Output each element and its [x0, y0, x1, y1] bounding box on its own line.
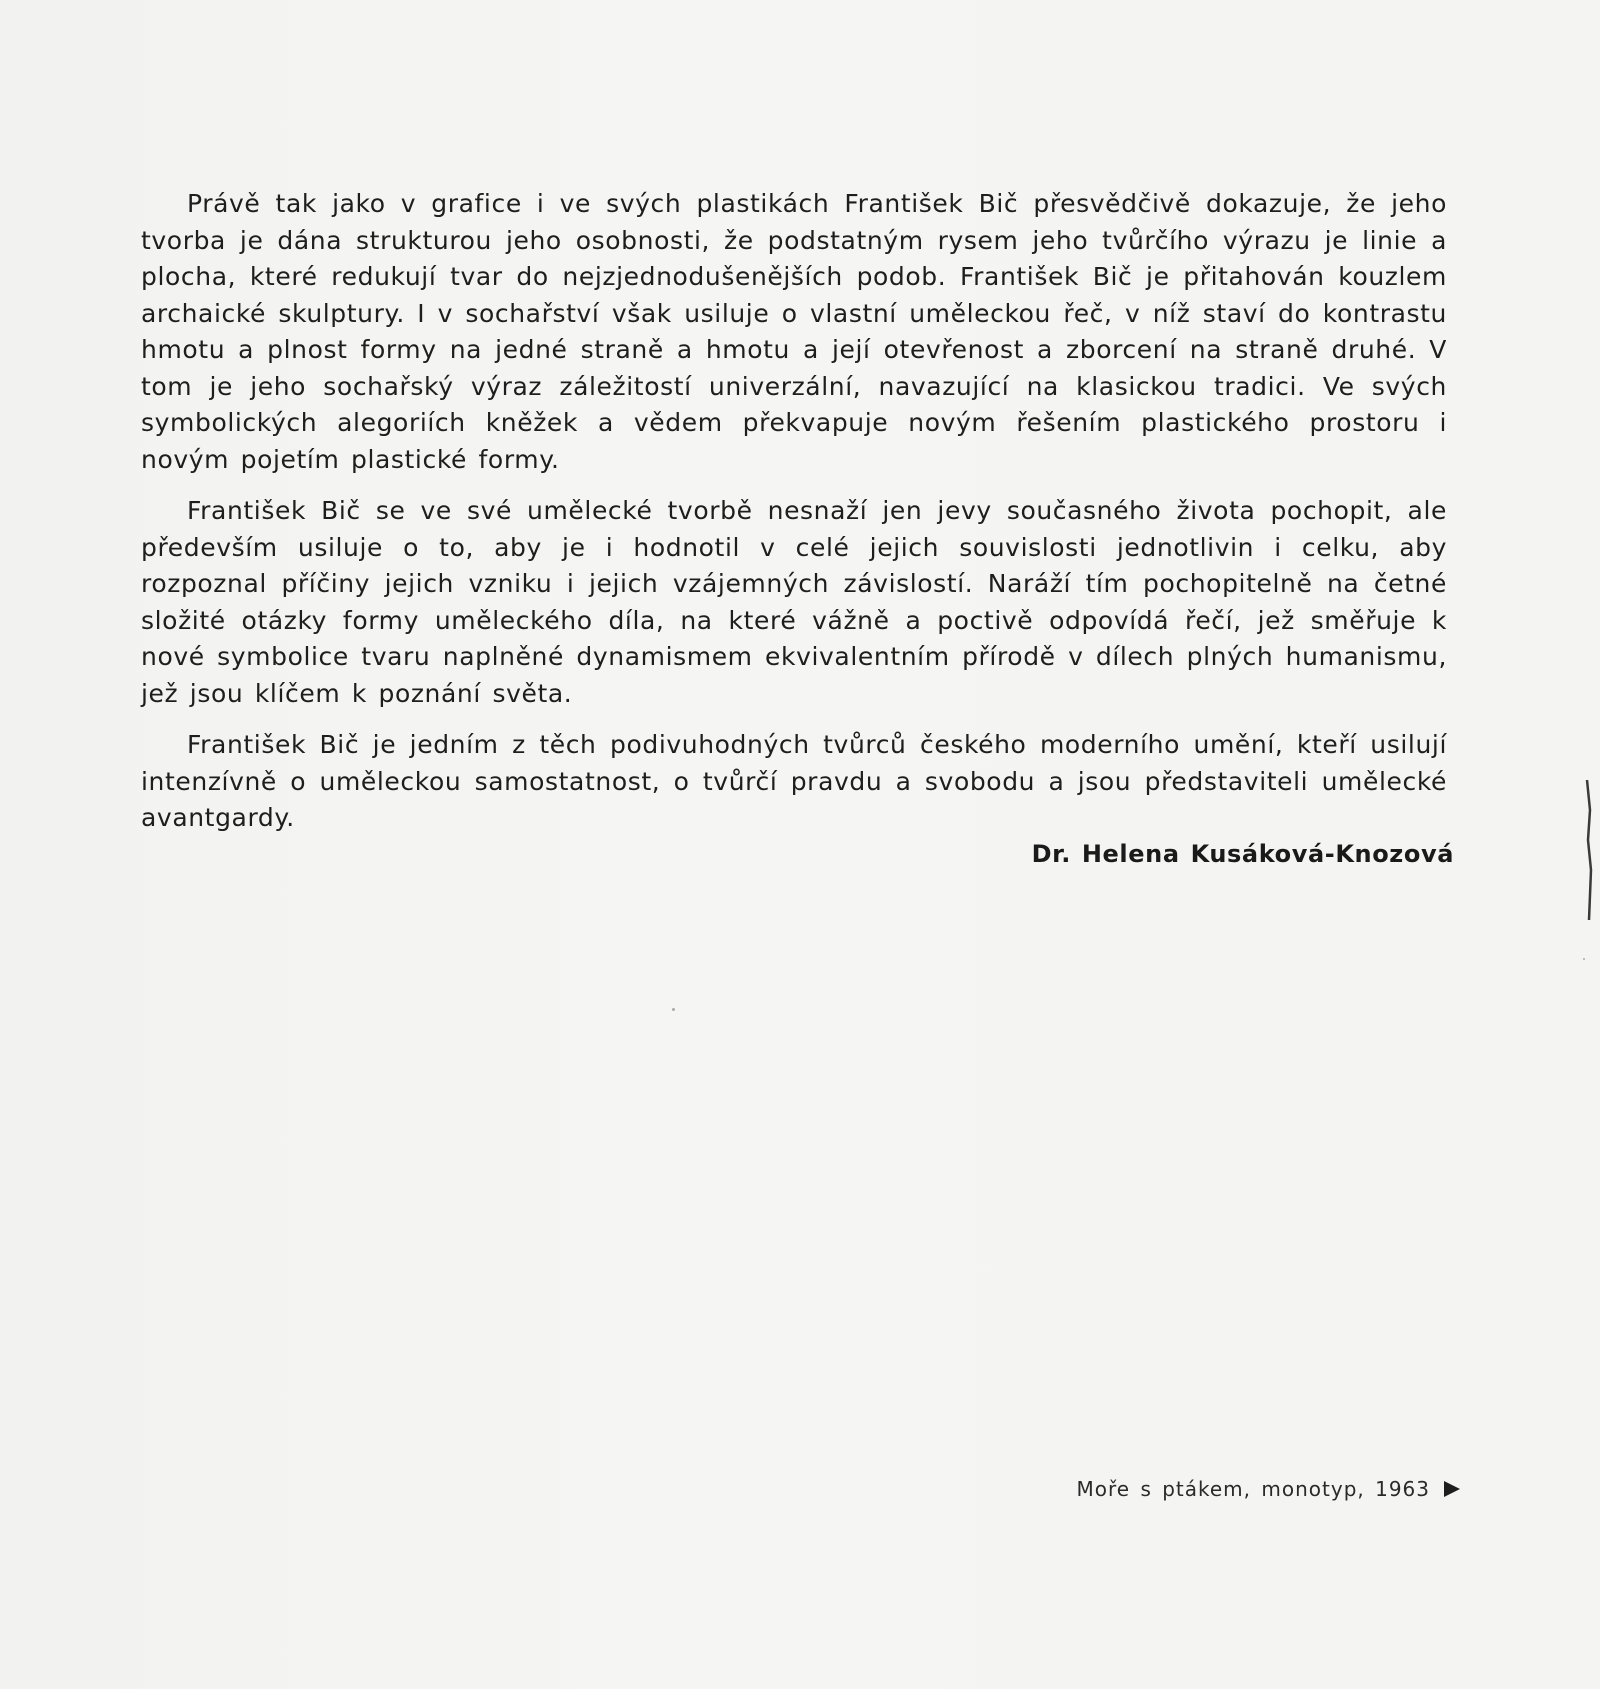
paper-speck: [1583, 958, 1585, 960]
article-body: [141, 186, 1447, 837]
paper-speck: [672, 1008, 675, 1011]
paragraph-2: František Bič se ve své umělecké tvorbě nesnaží jen jevy současného života pochopit, ale především usiluje o to, aby je i hodnotil v celé jejich souvislosti jednotlivin i celku, aby rozpoznal příčiny jejich vzniku i jejich vzájemných závislostí. Naráží tím pochopitelně na četné složité otázky formy uměleckého díla, na které vážně a poctivě odpovídá řečí, jež směřuje k nové symbolice tvaru naplněné dynamismem ekvivalentním přírodě v dílech plných humanismu, jež jsou klíčem k poznání světa.: [141, 496, 1447, 708]
binding-mark-icon: [1584, 780, 1594, 920]
page-edge-binding-mark: [1584, 780, 1594, 920]
caption-text: Moře s ptákem, monotyp, 1963: [1076, 1477, 1430, 1501]
paragraph-1: Právě tak jako v grafice i ve svých plastikách František Bič přesvědčivě dokazuje, že jeho tvorba je dána strukturou jeho osobnosti, že podstatným rysem jeho tvůrčího výrazu je linie a plocha, které redukují tvar do nejzjednodušenějších podob. František Bič je přitahován kouzlem archaické skulptury. I v sochařství však usiluje o vlastní uměleckou řeč, v níž staví do kontrastu hmotu a plnost formy na jedné straně a hmotu a její otevřenost a zborcení na straně druhé. V tom je jeho sochařský výraz záležitostí univerzální, navazující na klasickou tradici. Ve svých symbolických alegoriích kněžek a vědem překvapuje novým řešením plastického prostoru i novým pojetím plastické formy.: [141, 189, 1447, 474]
right-triangle-icon: [1444, 1481, 1460, 1497]
paragraph-3: František Bič je jedním z těch podivuhodných tvůrců českého moderního umění, kteří usilují intenzívně o uměleckou samostatnost, o tvůrčí pravdu a svobodu a jsou představiteli umělecké avantgardy.: [141, 730, 1447, 832]
author-signature: Dr. Helena Kusáková-Knozová: [1031, 840, 1454, 868]
figure-caption: [1077, 1477, 1461, 1501]
